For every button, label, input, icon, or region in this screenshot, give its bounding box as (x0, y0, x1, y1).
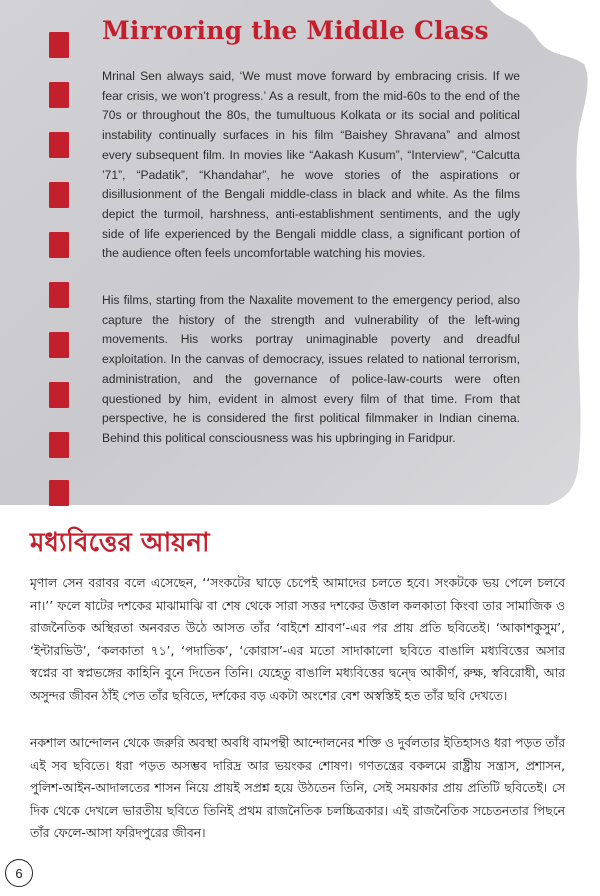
english-paragraph-2: His films, starting from the Naxalite movement to the emergency period, also capture the history of the strength and vulnerability of the left-wing movements. His works portray unimaginable poverty and dreadful exploitation. In the canvas of democracy, issues related to national terrorism, administration, and the governance of police-law-courts were often questioned by him, evident in almost every film of that time. From that perspective, he is considered the first political filmmaker in Indian cinema. Behind this political consciousness was his upbringing in Faridpur. (102, 293, 520, 445)
sprocket-hole (49, 82, 69, 108)
sprocket-hole (49, 282, 69, 308)
sprocket-hole (49, 480, 69, 506)
sprocket-hole (49, 432, 69, 458)
sprocket-hole (49, 382, 69, 408)
bengali-paragraph-2: নকশাল আন্দোলন থেকে জরুরি অবস্থা অবধি বামপন্থী আন্দোলনের শক্তি ও দুর্বলতার ইতিহাসও ধরা পড়ত তাঁর এই সব ছবিতে। ধরা পড়ত অসম্ভব দারিদ্র আর ভয়ংকর শোষণ। গণতন্ত্রের বকলমে রাষ্ট্রীয় সন্ত্রাস, প্রশাসন, পুলিশ-আইন-আদালতের শাসন নিয়ে প্রায়ই সপ্রশ্ন হয়ে উঠতেন তিনি, সেই সময়কার প্রায় প্রতিটি ছবিতেই। সে দিক থেকে দেখলে ভারতীয় ছবিতে তিনিই প্রথম রাজনৈতিক চলচ্চিত্রকার। এই রাজনৈতিক সচেতনতার পিছনে তাঁর ফেলে-আসা ফরিদপুরের জীবন। (30, 736, 565, 841)
sprocket-hole (49, 32, 69, 58)
sprocket-hole (49, 132, 69, 158)
english-section-title: Mirroring the Middle Class (102, 16, 489, 45)
english-paragraph-1: Mrinal Sen always said, ‘We must move forward by embracing crisis. If we fear crisis, we won’t progress.’ As a result, from the mid-60s to the end of the 70s or throughout the 80s, the tumultuous Kolkata or its social and political instability continually surfaces in his film “Baishey Shravana” and almost every subsequent film. In movies like “Aakash Kusum”, “Interview”, “Calcutta ’71”, “Padatik”, “Khandahar”, he wove stories of the aspirations or disillusionment of the Bengali middle-class in black and white. As the films depict the turmoil, harshness, anti-establishment sentiments, and the ugly side of life experienced by the Bengali middle class, a significant portion of the audience often feels uncomfortable watching his movies. (102, 69, 520, 261)
page-number: 6 (5, 859, 33, 887)
sprocket-hole (49, 332, 69, 358)
sprocket-hole (49, 182, 69, 208)
sprocket-hole (49, 232, 69, 258)
bengali-paragraph-1: মৃণাল সেন বরাবর বলে এসেছেন, ‘‘সংকটের ঘাড়ে চেপেই আমাদের চলতে হবে। সংকটকে ভয় পেলে চলবে না।’’ ফলে ষাটের দশকের মাঝামাঝি বা শেষ থেকে সারা সত্তর দশকের উত্তাল কলকাতা কিংবা তার সামাজিক ও রাজনৈতিক অস্থিরতা অনবরত উঠে আসত তাঁর ‘বাইশে শ্রাবণ’-এর পর প্রায় প্রতি ছবিতেই। ‘আকাশকুসুম’, ‘ইন্টারভিউ’, ‘কলকাতা ৭১’, ‘পদাতিক’, ‘কোরাস’-এর মতো সাদাকালো ছবিতে বাঙালি মধ্যবিত্তের অসার স্বপ্নের বা স্বপ্নভঙ্গের কাহিনি বুনে দিতেন তিনি। যেহেতু বাঙালি মধ্যবিত্তের দ্বন্দ্বে আকীর্ণ, রুক্ষ, স্ববিরোধী, আর অসুন্দর জীবন ঠাঁই পেত তাঁর ছবিতে, দর্শকের বড় একটা অংশের বেশ অস্বস্তিই হত তাঁর ছবি দেখতে। (30, 576, 565, 703)
bengali-section-title: মধ্যবিত্তের আয়না (30, 528, 210, 558)
